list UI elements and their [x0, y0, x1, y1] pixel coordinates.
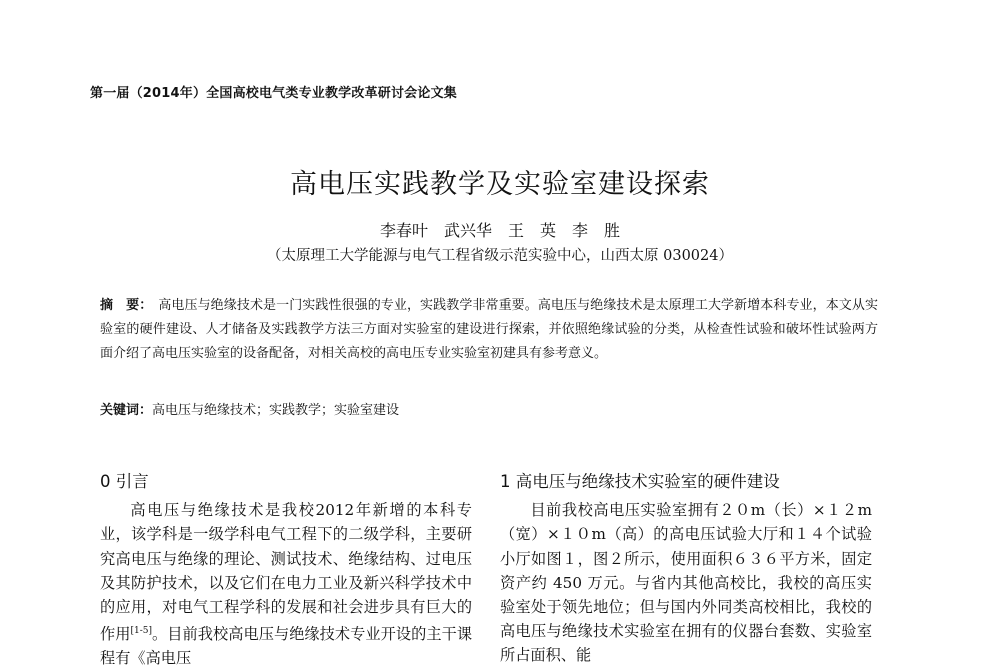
abstract [100, 294, 878, 366]
right-column [500, 470, 872, 667]
paper-title: 高电压实践教学及实验室建设探索 [290, 169, 710, 200]
intro-text-b: 。目前我校高电压与绝缘技术专业开设的主干课程有《高电压 [100, 625, 473, 667]
intro-text-a: 高电压与绝缘技术是我校2012年新增的本科专业，该学科是一级学科电气工程下的二级学科，主要研究高电压与绝缘的理论、测试技术、绝缘结构、过电压及其防护技术，以及它们在电力工业及新兴科学技术中的应用，对电气工程学科的发展和社会进步具有巨大的作用 [100, 501, 472, 644]
authors: 李春叶 武兴华 王 英 李 胜 [379, 221, 620, 240]
hardware-paragraph: 目前我校高电压实验室拥有２０m（长）×１２m（宽）×１０m（高）的高电压试验大厅和１４个试验小厅如图１，图２所示，使用面积６３６平方米，固定资产约 450 万元。与省内其他高校比，我校的高压实验室处于领先地位；但与国内外同类高校相比，我校的高电压与绝缘技术实验室在拥有的仪器台套数、实验室所占面积、能 [500, 501, 872, 665]
section-heading-hardware: 1 高电压与绝缘技术实验室的硬件建设 [500, 472, 780, 491]
proceedings-header: 第一届（2014年）全国高校电气类专业教学改革研讨会论文集 [90, 86, 457, 101]
keywords-label: 关键词： [100, 403, 153, 418]
citation: [1-5] [130, 626, 152, 637]
abstract-text: 高电压与绝缘技术是一门实践性很强的专业，实践教学非常重要。高电压与绝缘技术是太原理工大学新增本科专业，本文从实验室的硬件建设、人才储备及实践教学方法三方面对实验室的建设进行探索，并依照绝缘试验的分类，从检查性试验和破坏性试验两方面介绍了高电压实验室的设备配备，对相关高校的高电压专业实验室初建具有参考意义。 [100, 298, 878, 361]
intro-paragraph [100, 498, 472, 667]
affiliation: （太原理工大学能源与电气工程省级示范实验中心，山西太原 030024） [267, 248, 733, 264]
left-column [100, 470, 472, 667]
abstract-label: 摘 要： [100, 298, 153, 313]
section-heading-intro: 0 引言 [100, 472, 149, 491]
keywords-text: 高电压与绝缘技术；实践教学；实验室建设 [152, 403, 400, 418]
keywords [100, 399, 878, 418]
